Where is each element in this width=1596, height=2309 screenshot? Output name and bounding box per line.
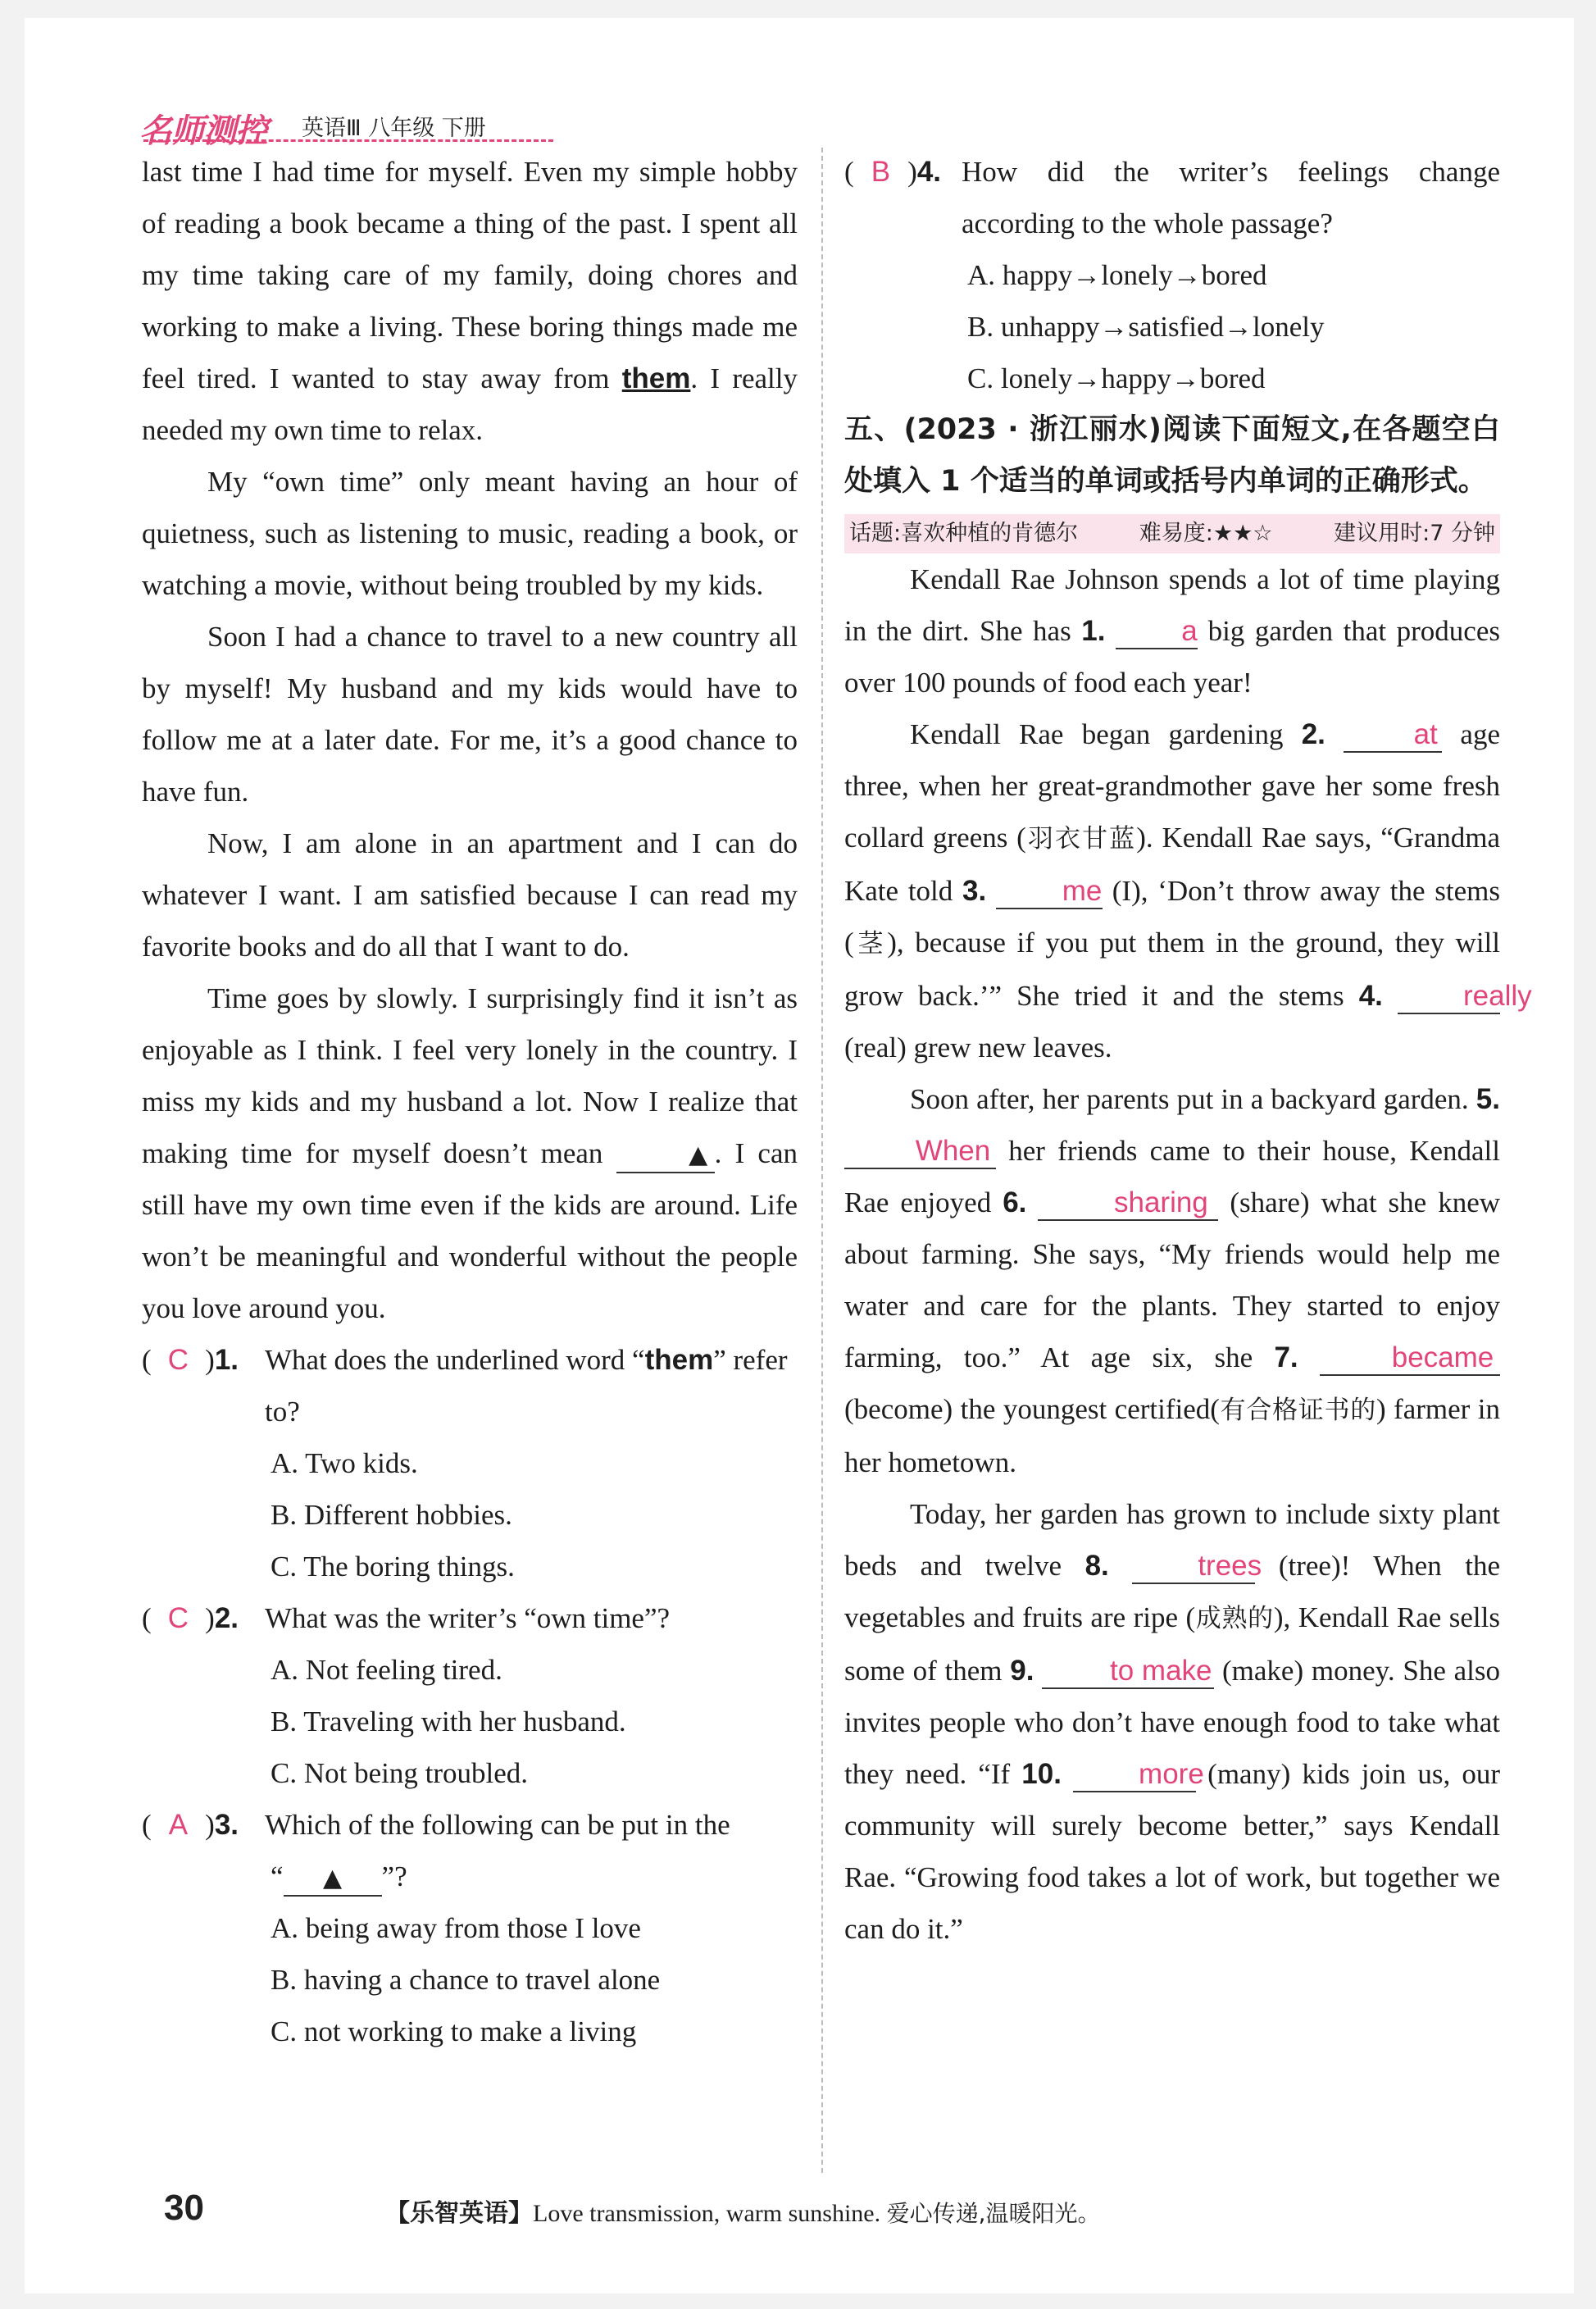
option: C. The boring things. [271, 1551, 515, 1583]
option: C. lonely→happy→bored [967, 362, 1266, 394]
right-column [844, 146, 1532, 1955]
option: B. Traveling with her husband. [271, 1706, 626, 1737]
question-stem: Which of the following can be put in the [265, 1809, 730, 1841]
option: C. Not being troubled. [271, 1757, 528, 1789]
passage-paragraph-2: My “own time” only meant having an hour of quietness, such as listening to music, reading a book, or watching a movie, without being troubled by my kids. [142, 466, 798, 601]
option: B. having a chance to travel alone [271, 1964, 661, 1996]
difficulty-label: 难易度:★★☆ [1139, 521, 1273, 546]
column-divider [821, 148, 823, 2173]
option: C. not working to make a living [271, 2015, 637, 2047]
question-1: ( C )1. What does the underlined word “them” refer to? A. Two kids. B. Different hobbies. C. The boring things. [142, 1334, 798, 1592]
passage-paragraph-4: Now, I am alone in an apartment and I can do whatever I want. I am satisfied because I can read my favorite books and do all that I want to do. [142, 827, 798, 963]
time-label: 建议用时:7 分钟 [1334, 521, 1495, 546]
fill-answer: me [996, 875, 1103, 909]
fill-answer: a [1116, 615, 1198, 649]
left-column [142, 146, 798, 2057]
header [139, 105, 566, 151]
page-number: 30 [164, 2188, 204, 2228]
fill-answer: When [844, 1135, 996, 1169]
option: B. Different hobbies. [271, 1499, 512, 1531]
answer-mark: C [167, 1344, 189, 1376]
footer-brand: 【乐智英语】 [385, 2199, 533, 2228]
brand-logo: 名师测控 [139, 112, 267, 150]
underlined-word: them [621, 362, 691, 394]
header-divider [143, 139, 553, 142]
book-info: 英语Ⅲ 八年级 下册 [302, 116, 486, 141]
option: A. being away from those I love [271, 1912, 641, 1944]
fill-answer: became [1320, 1341, 1500, 1376]
answer-mark: B [871, 156, 891, 188]
fill-answer: more [1073, 1758, 1196, 1792]
topic-bar [844, 514, 1500, 553]
option: A. Not feeling tired. [271, 1654, 502, 1686]
fill-answer: trees [1132, 1550, 1255, 1584]
fill-answer: at [1344, 718, 1442, 753]
option: A. happy→lonely→bored [967, 259, 1267, 291]
question-2: ( C )2. What was the writer’s “own time”? A. Not feeling tired. B. Traveling with her husband. C. Not being troubled. [142, 1592, 798, 1799]
question-blank: ▲ [284, 1862, 382, 1897]
option: A. Two kids. [271, 1447, 418, 1479]
answer-mark: C [167, 1602, 189, 1634]
option: B. unhappy→satisfied→lonely [967, 311, 1325, 343]
fill-answer: sharing [1038, 1186, 1218, 1221]
question-stem: How did the writer’s feelings change according to the whole passage? [962, 156, 1500, 239]
passage-paragraph-3: Soon I had a chance to travel to a new country all by myself! My husband and my kids would have to follow me at a later date. For me, it’s a good chance to have fun. [142, 621, 798, 808]
fill-answer: to make [1042, 1655, 1214, 1689]
cloze-paragraph-2: Kendall Rae began gardening 2. at age three, when her great-grandmother gave her some fresh collard greens (羽衣甘蓝). Kendall Rae says, “Grandma Kate told 3. me (I), ‘Don’t throw away the stems (茎), because if you put them in the ground, they will grow back.’” She tried it and the stems 4. really (real) grew new leaves. [844, 718, 1532, 1063]
question-stem: What does the underlined word “them” refer to? [265, 1344, 788, 1428]
answer-mark: A [168, 1809, 189, 1841]
passage-blank: ▲ [616, 1139, 715, 1173]
cloze-paragraph-4: Today, her garden has grown to include sixty plant beds and twelve 8. trees (tree)! When the vegetables and fruits are ripe (成熟的), Kendall Rae sells some of them 9. to make (make) money. She also invites people who don’t have enough food to take what they need. “If 10. more (many) kids join us, our community will surely become better,” says Kendall Rae. “Growing food takes a lot of work, but together we can do it.” [844, 1498, 1501, 1945]
question-4: ( B )4. How did the writer’s feelings change according to the whole passage? A. happy→lonely→bored B. unhappy→satisfied→lonely C. lonely→happy→bored [844, 146, 1500, 404]
footer-slogan: 【乐智英语】Love transmission, warm sunshine. 爱心传递,温暖阳光。 [385, 2199, 1101, 2228]
fill-answer: really [1398, 980, 1500, 1014]
question-3: ( A )3. Which of the following can be put in the “ ▲ ”? A. being away from those I love B. having a chance to travel alone C. not working to make a living [142, 1799, 798, 2057]
passage-paragraph-5: Time goes by slowly. I surprisingly find it isn’t as enjoyable as I think. I feel very lonely in the country. I miss my kids and my husband a lot. Now I realize that making time for myself doesn’t mean ▲ . I can still have my own time even if the kids are around. Life won’t be meaningful and wonderful without the people you love around you. [142, 982, 798, 1324]
question-stem: What was the writer’s “own time”? [265, 1602, 671, 1634]
passage-paragraph-1: last time I had time for myself. Even my simple hobby of reading a book became a thing of the past. I spent all my time taking care of my family, doing chores and working to make a living. These boring things made me feel tired. I wanted to stay away from them. I really needed my own time to relax. [142, 156, 798, 446]
section-title: 五、(2023 · 浙江丽水)阅读下面短文,在各题空白处填入 1 个适当的单词或括号内单词的正确形式。 [844, 413, 1500, 498]
cloze-paragraph-1: Kendall Rae Johnson spends a lot of time playing in the dirt. She has 1. a big garden that produces over 100 pounds of food each year! [844, 563, 1500, 699]
cloze-paragraph-3: Soon after, her parents put in a backyard garden. 5. When her friends came to their house, Kendall Rae enjoyed 6. sharing (share) what she knew about farming. She says, “My friends would help me water and care for the plants. They started to enjoy farming, too.” At age six, she 7. became (become) the youngest certified(有合格证书的) farmer in her hometown. [844, 1083, 1501, 1478]
topic-label: 话题:喜欢种植的肯德尔 [849, 521, 1079, 546]
